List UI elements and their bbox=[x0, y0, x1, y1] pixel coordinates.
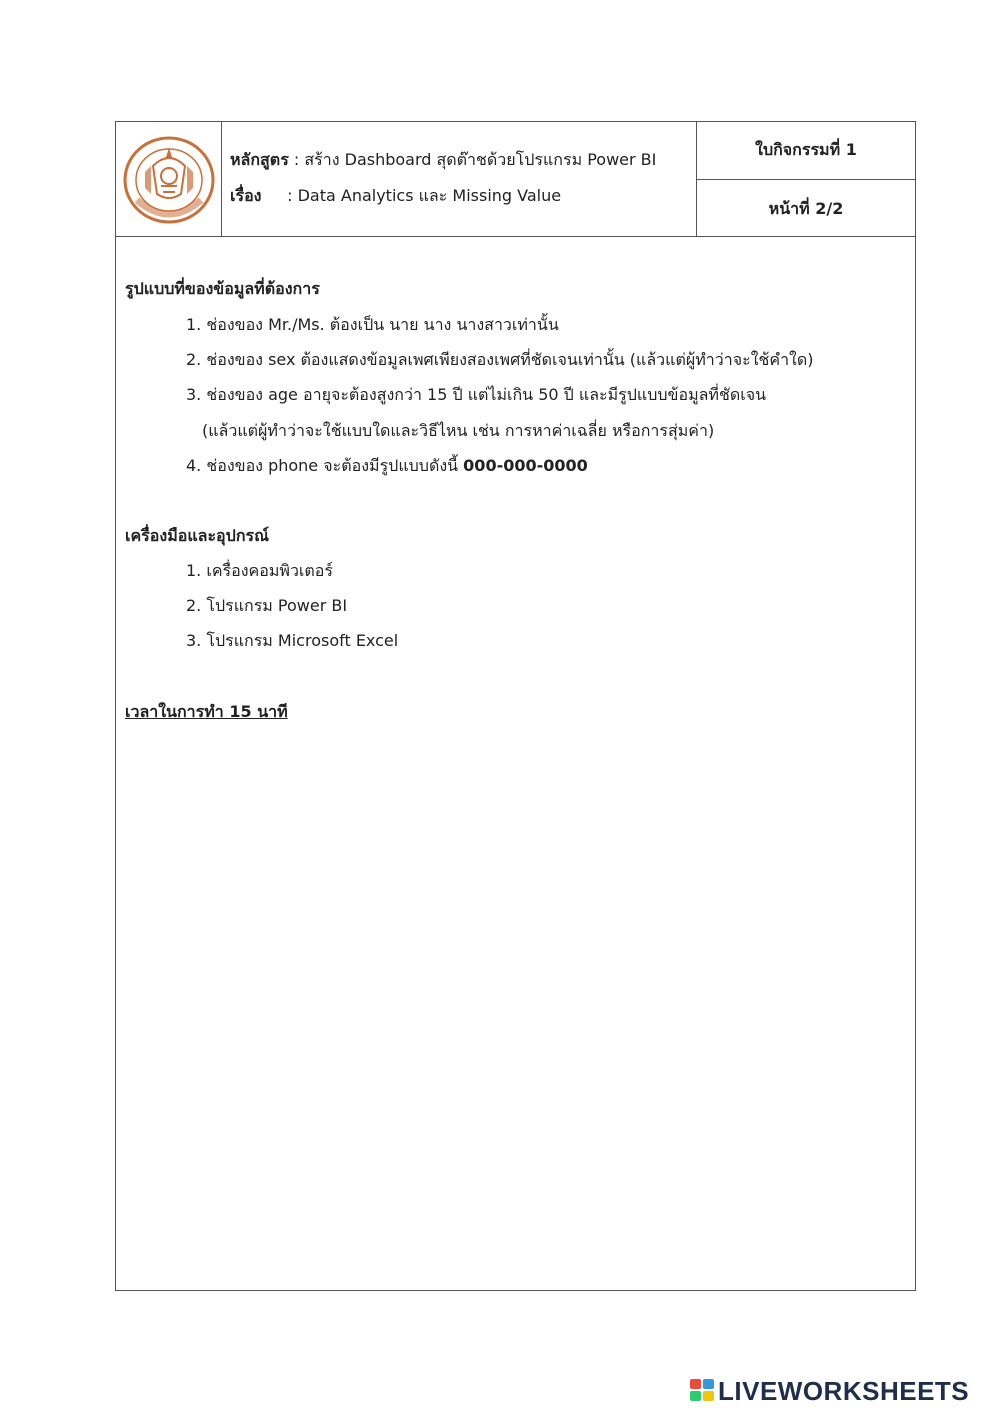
phone-format: 000-000-0000 bbox=[463, 456, 588, 475]
tools-heading: เครื่องมือและอุปกรณ์ bbox=[125, 526, 269, 545]
course-line bbox=[230, 148, 656, 173]
tool-item: 3. โปรแกรม Microsoft Excel bbox=[186, 631, 399, 650]
logo-cell bbox=[116, 122, 222, 236]
activity-info-cell bbox=[697, 122, 915, 236]
tool-item: 2. โปรแกรม Power BI bbox=[186, 596, 348, 615]
header-table bbox=[116, 122, 915, 237]
page-number-cell bbox=[697, 180, 915, 236]
requirement-item-phone bbox=[186, 454, 588, 479]
tool-item: 1. เครื่องคอมพิวเตอร์ bbox=[186, 561, 333, 580]
requirement-item: 3. ช่องของ age อายุจะต้องสูงกว่า 15 ปี แต่ไม่เกิน 50 ปี และมีรูปแบบข้อมูลที่ชัดเจน bbox=[186, 385, 766, 404]
requirement-phone-text: 4. ช่องของ phone จะต้องมีรูปแบบดังนี้ bbox=[186, 456, 459, 475]
requirement-item: 2. ช่องของ sex ต้องแสดงข้อมูลเพศเพียงสองเพศที่ชัดเจนเท่านั้น (แล้วแต่ผู้ทำว่าจะใช้คำใด) bbox=[186, 350, 814, 369]
activity-number-cell bbox=[697, 122, 915, 180]
liveworksheets-wordmark: LIVEWORKSHEETS bbox=[718, 1376, 970, 1406]
liveworksheets-logo-icon bbox=[690, 1379, 714, 1401]
time-limit: เวลาในการทำ 15 นาที bbox=[125, 702, 288, 721]
course-title: สร้าง Dashboard สุดต๊าชด้วยโปรแกรม Power BI bbox=[304, 150, 657, 169]
topic-label: เรื่อง bbox=[230, 186, 262, 205]
course-label: หลักสูตร bbox=[230, 150, 289, 169]
requirements-heading: รูปแบบที่ของข้อมูลที่ต้องการ bbox=[125, 279, 320, 298]
page-number: หน้าที่ 2/2 bbox=[768, 199, 844, 218]
topic-separator: : bbox=[287, 186, 293, 205]
course-info-cell bbox=[222, 122, 697, 236]
course-separator: : bbox=[293, 150, 300, 169]
topic-title: Data Analytics และ Missing Value bbox=[297, 186, 562, 205]
requirement-item-continuation: (แล้วแต่ผู้ทำว่าจะใช้แบบใดและวิธีไหน เช่น การหาค่าเฉลี่ย หรือการสุ่มค่า) bbox=[202, 421, 715, 440]
activity-number: ใบกิจกรรมที่ 1 bbox=[755, 140, 857, 159]
worksheet-frame bbox=[115, 121, 916, 1291]
topic-line bbox=[230, 184, 561, 209]
requirement-item: 1. ช่องของ Mr./Ms. ต้องเป็น นาย นาง นางสาวเท่านั้น bbox=[186, 315, 559, 334]
university-seal-logo bbox=[123, 136, 215, 224]
